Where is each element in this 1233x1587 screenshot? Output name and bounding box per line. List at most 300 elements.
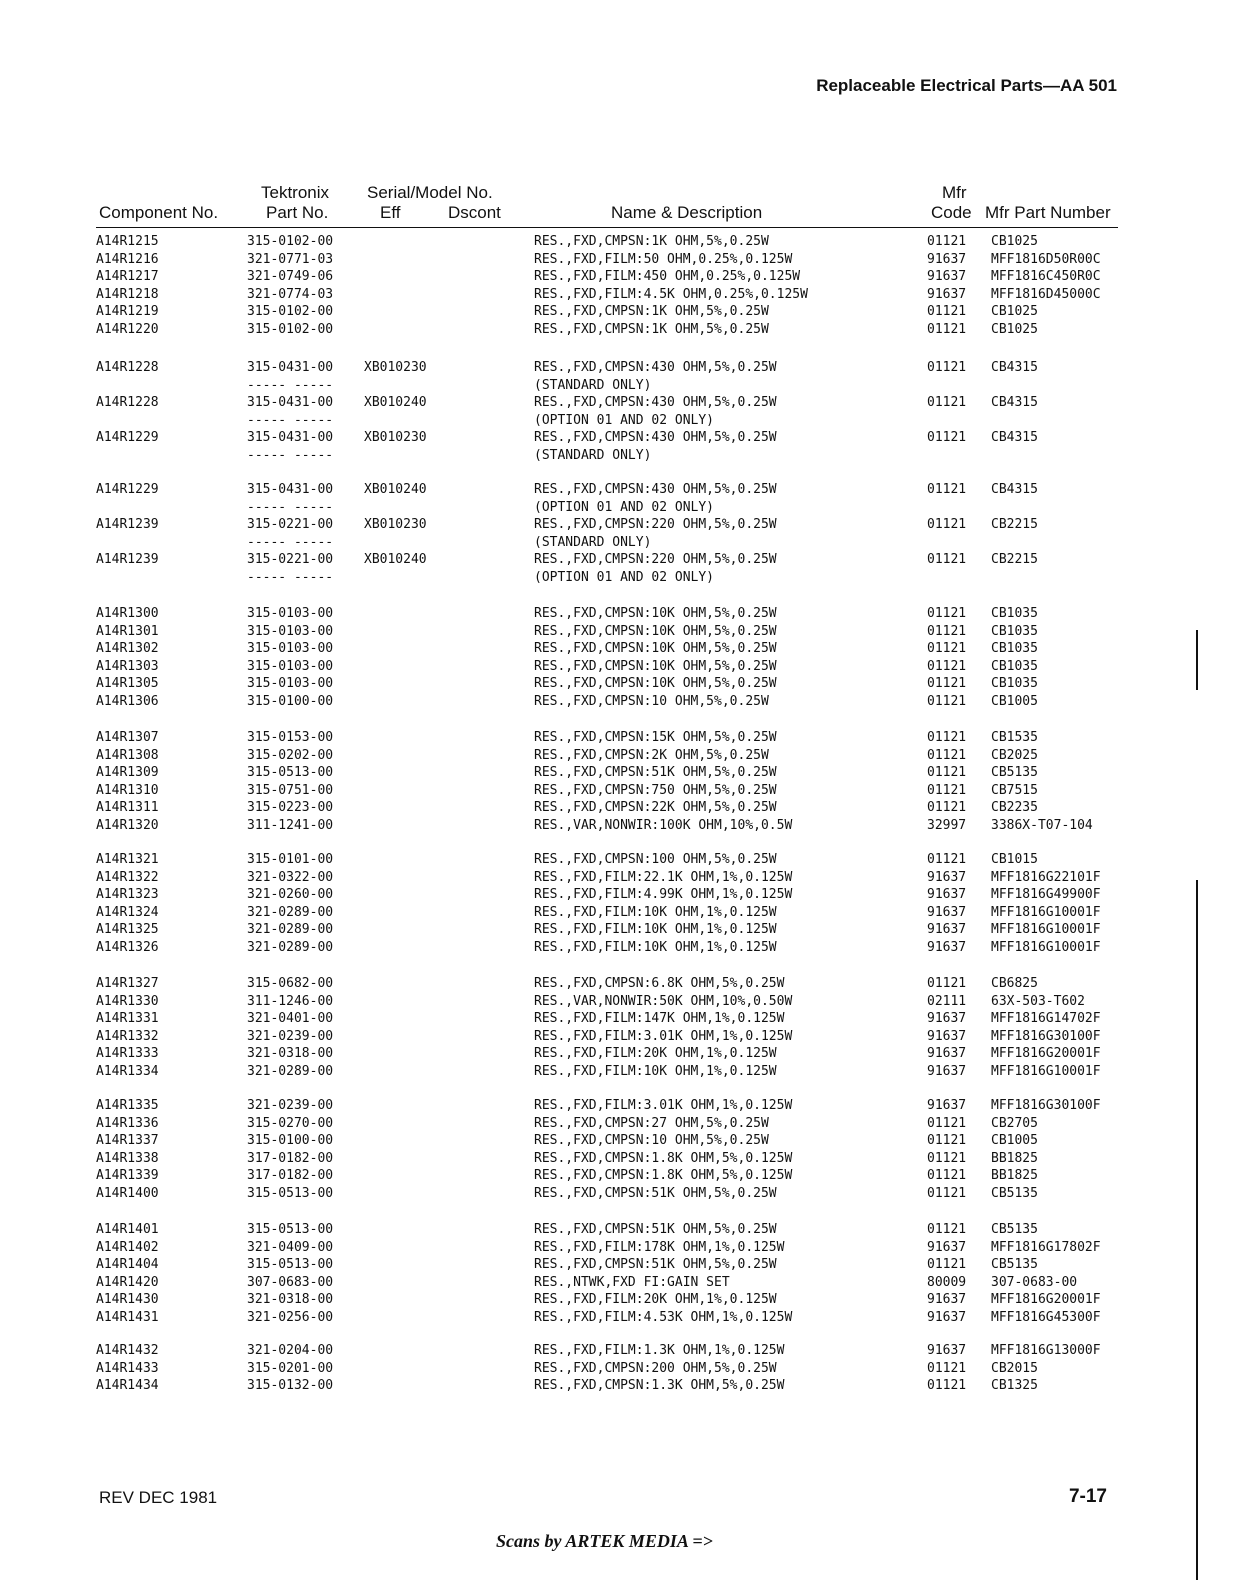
mfr-part-number: CB1025 <box>991 304 1038 320</box>
mfr-part-number: MFF1816G14702F <box>991 1011 1101 1027</box>
description: RES.,FXD,CMPSN:220 OHM,5%,0.25W <box>534 552 777 568</box>
mfr-code: 01121 <box>927 552 967 568</box>
description: RES.,FXD,CMPSN:10K OHM,5%,0.25W <box>534 623 777 639</box>
part-number: ----- ----- <box>247 412 334 428</box>
description: RES.,FXD,CMPSN:1.3K OHM,5%,0.25W <box>534 1378 785 1394</box>
mfr-part-number: CB1025 <box>991 321 1038 337</box>
description: RES.,FXD,CMPSN:15K OHM,5%,0.25W <box>534 730 777 745</box>
table-row <box>0 869 1233 887</box>
table-row <box>0 1309 1233 1327</box>
mfr-part-number: CB2235 <box>991 800 1038 816</box>
mfr-part-number: MFF1816G30100F <box>991 1098 1101 1113</box>
part-number: 315-0431-00 <box>247 482 334 497</box>
table-row <box>0 747 1233 765</box>
mfr-part-number: CB1035 <box>991 676 1038 692</box>
mfr-code: 01121 <box>927 395 967 411</box>
component-number: A14R1239 <box>96 517 159 533</box>
component-number: A14R1430 <box>96 1292 159 1308</box>
mfr-code: 01121 <box>927 641 967 657</box>
part-number: 315-0221-00 <box>247 552 334 568</box>
component-number: A14R1334 <box>96 1063 159 1079</box>
mfr-part-number: CB2015 <box>991 1360 1038 1376</box>
mfr-code: 01121 <box>927 606 967 621</box>
serial-eff: XB010230 <box>364 430 427 446</box>
component-number: A14R1301 <box>96 623 159 639</box>
parts-group <box>0 481 1233 587</box>
part-number: 315-0102-00 <box>247 234 334 249</box>
part-number: 315-0221-00 <box>247 517 334 533</box>
table-row <box>0 481 1233 499</box>
description: RES.,FXD,CMPSN:10K OHM,5%,0.25W <box>534 676 777 692</box>
mfr-code: 91637 <box>927 269 967 285</box>
component-number: A14R1311 <box>96 800 159 816</box>
mfr-part-number: CB4315 <box>991 482 1038 497</box>
component-number: A14R1327 <box>96 976 159 991</box>
table-row <box>0 1291 1233 1309</box>
table-row <box>0 1274 1233 1292</box>
part-number: 315-0513-00 <box>247 1222 334 1237</box>
mfr-part-number: MFF1816G20001F <box>991 1046 1101 1062</box>
table-row <box>0 1256 1233 1274</box>
part-number: 321-0774-03 <box>247 286 334 302</box>
description: RES.,FXD,FILM:22.1K OHM,1%,0.125W <box>534 869 793 885</box>
table-row <box>0 640 1233 658</box>
description: RES.,FXD,CMPSN:10 OHM,5%,0.25W <box>534 1133 769 1149</box>
mfr-code: 91637 <box>927 904 967 920</box>
description: RES.,FXD,CMPSN:1K OHM,5%,0.25W <box>534 304 769 320</box>
part-number: 321-0204-00 <box>247 1343 334 1358</box>
part-number: 315-0513-00 <box>247 765 334 781</box>
mfr-part-number: MFF1816G17802F <box>991 1239 1101 1255</box>
component-number: A14R1325 <box>96 922 159 938</box>
description: RES.,FXD,FILM:3.01K OHM,1%,0.125W <box>534 1028 793 1044</box>
mfr-part-number: CB1325 <box>991 1378 1038 1394</box>
mfr-part-number: CB7515 <box>991 782 1038 798</box>
col-tek-line1: Tektronix <box>261 183 330 202</box>
component-number: A14R1337 <box>96 1133 159 1149</box>
component-number: A14R1308 <box>96 747 159 763</box>
description: RES.,FXD,CMPSN:750 OHM,5%,0.25W <box>534 782 777 798</box>
mfr-part-number: CB1535 <box>991 730 1038 745</box>
table-row <box>0 782 1233 800</box>
table-row <box>0 1010 1233 1028</box>
component-number: A14R1215 <box>96 234 159 249</box>
description: RES.,FXD,CMPSN:51K OHM,5%,0.25W <box>534 765 777 781</box>
mfr-code: 91637 <box>927 286 967 302</box>
part-number: 307-0683-00 <box>247 1274 334 1290</box>
description: RES.,FXD,FILM:4.99K OHM,1%,0.125W <box>534 887 793 903</box>
part-number: 321-0239-00 <box>247 1098 334 1113</box>
col-mfr-part-number: Mfr Part Number <box>985 203 1111 222</box>
part-number: 321-0256-00 <box>247 1309 334 1325</box>
description: (STANDARD ONLY) <box>534 377 652 393</box>
parts-group <box>0 605 1233 711</box>
parts-group <box>0 729 1233 835</box>
table-row <box>0 359 1233 377</box>
part-number: 315-0103-00 <box>247 623 334 639</box>
description: RES.,VAR,NONWIR:100K OHM,10%,0.5W <box>534 817 793 833</box>
component-number: A14R1420 <box>96 1274 159 1290</box>
part-number: 315-0682-00 <box>247 976 334 991</box>
mfr-part-number: MFF1816G49900F <box>991 887 1101 903</box>
mfr-part-number: CB2215 <box>991 552 1038 568</box>
description: RES.,FXD,FILM:10K OHM,1%,0.125W <box>534 922 777 938</box>
component-number: A14R1324 <box>96 904 159 920</box>
part-number: ----- ----- <box>247 534 334 550</box>
component-number: A14R1404 <box>96 1257 159 1273</box>
table-row <box>0 993 1233 1011</box>
description: RES.,FXD,CMPSN:22K OHM,5%,0.25W <box>534 800 777 816</box>
table-row <box>0 394 1233 412</box>
description: RES.,FXD,CMPSN:10K OHM,5%,0.25W <box>534 606 777 621</box>
mfr-part-number: MFF1816G20001F <box>991 1292 1101 1308</box>
component-number: A14R1300 <box>96 606 159 621</box>
mfr-code: 91637 <box>927 1292 967 1308</box>
description: RES.,FXD,CMPSN:430 OHM,5%,0.25W <box>534 360 777 375</box>
table-row <box>0 303 1233 321</box>
mfr-part-number: CB4315 <box>991 360 1038 375</box>
table-row <box>0 1028 1233 1046</box>
table-row <box>0 286 1233 304</box>
parts-group <box>0 1097 1233 1203</box>
mfr-code: 01121 <box>927 234 967 249</box>
mfr-part-number: CB5135 <box>991 1222 1038 1237</box>
description: RES.,FXD,FILM:20K OHM,1%,0.125W <box>534 1046 777 1062</box>
component-number: A14R1336 <box>96 1115 159 1131</box>
description: (OPTION 01 AND 02 ONLY) <box>534 499 715 515</box>
parts-group <box>0 975 1233 1081</box>
scan-credit: Scans by ARTEK MEDIA => <box>496 1531 713 1551</box>
mfr-code: 01121 <box>927 1222 967 1237</box>
description: (STANDARD ONLY) <box>534 447 652 463</box>
description: RES.,FXD,CMPSN:51K OHM,5%,0.25W <box>534 1185 777 1201</box>
part-number: 321-0289-00 <box>247 904 334 920</box>
mfr-code: 01121 <box>927 730 967 745</box>
part-number: 315-0431-00 <box>247 360 334 375</box>
mfr-code: 01121 <box>927 517 967 533</box>
description: RES.,FXD,FILM:10K OHM,1%,0.125W <box>534 904 777 920</box>
component-number: A14R1305 <box>96 676 159 692</box>
mfr-code: 01121 <box>927 693 967 709</box>
table-row <box>0 268 1233 286</box>
component-number: A14R1432 <box>96 1343 159 1358</box>
part-number: 315-0431-00 <box>247 430 334 446</box>
description: RES.,FXD,CMPSN:1.8K OHM,5%,0.125W <box>534 1168 793 1184</box>
table-row <box>0 817 1233 835</box>
description: RES.,FXD,CMPSN:27 OHM,5%,0.25W <box>534 1115 769 1131</box>
table-row <box>0 693 1233 711</box>
component-number: A14R1331 <box>96 1011 159 1027</box>
mfr-code: 01121 <box>927 976 967 991</box>
table-row <box>0 975 1233 993</box>
table-row <box>0 1115 1233 1133</box>
table-row <box>0 1239 1233 1257</box>
part-number: 315-0202-00 <box>247 747 334 763</box>
table-row <box>0 921 1233 939</box>
part-number: ----- ----- <box>247 499 334 515</box>
mfr-code: 01121 <box>927 1133 967 1149</box>
part-number: 315-0103-00 <box>247 641 334 657</box>
table-row <box>0 377 1233 395</box>
component-number: A14R1229 <box>96 482 159 497</box>
part-number: 321-0239-00 <box>247 1028 334 1044</box>
serial-eff: XB010240 <box>364 395 427 411</box>
component-number: A14R1338 <box>96 1150 159 1166</box>
mfr-part-number: MFF1816G10001F <box>991 922 1101 938</box>
component-number: A14R1321 <box>96 852 159 867</box>
component-number: A14R1310 <box>96 782 159 798</box>
component-number: A14R1302 <box>96 641 159 657</box>
description: RES.,FXD,FILM:4.5K OHM,0.25%,0.125W <box>534 286 808 302</box>
part-number: 321-0322-00 <box>247 869 334 885</box>
description: RES.,FXD,CMPSN:200 OHM,5%,0.25W <box>534 1360 777 1376</box>
mfr-code: 01121 <box>927 321 967 337</box>
mfr-code: 01121 <box>927 1150 967 1166</box>
mfr-code: 01121 <box>927 1257 967 1273</box>
part-number: 321-0260-00 <box>247 887 334 903</box>
mfr-part-number: CB5135 <box>991 1185 1038 1201</box>
part-number: 317-0182-00 <box>247 1168 334 1184</box>
table-row <box>0 551 1233 569</box>
page-header-title: Replaceable Electrical Parts—AA 501 <box>816 76 1117 95</box>
mfr-code: 01121 <box>927 852 967 867</box>
table-row <box>0 516 1233 534</box>
component-number: A14R1306 <box>96 693 159 709</box>
part-number: 321-0318-00 <box>247 1046 334 1062</box>
description: RES.,FXD,FILM:10K OHM,1%,0.125W <box>534 1063 777 1079</box>
part-number: 311-1241-00 <box>247 817 334 833</box>
part-number: 315-0103-00 <box>247 658 334 674</box>
mfr-code: 01121 <box>927 676 967 692</box>
part-number: 315-0132-00 <box>247 1378 334 1394</box>
revision-date: REV DEC 1981 <box>99 1488 218 1507</box>
part-number: 311-1246-00 <box>247 993 334 1009</box>
mfr-part-number: MFF1816G13000F <box>991 1343 1101 1358</box>
part-number: 321-0771-03 <box>247 251 334 267</box>
description: RES.,FXD,CMPSN:10 OHM,5%,0.25W <box>534 693 769 709</box>
table-row <box>0 1150 1233 1168</box>
component-number: A14R1307 <box>96 730 159 745</box>
component-number: A14R1228 <box>96 395 159 411</box>
component-number: A14R1400 <box>96 1185 159 1201</box>
part-number: 321-0289-00 <box>247 939 334 955</box>
description: RES.,FXD,CMPSN:430 OHM,5%,0.25W <box>534 395 777 411</box>
component-number: A14R1309 <box>96 765 159 781</box>
part-number: 315-0103-00 <box>247 676 334 692</box>
description: RES.,FXD,CMPSN:430 OHM,5%,0.25W <box>534 430 777 446</box>
table-row <box>0 1097 1233 1115</box>
mfr-code: 01121 <box>927 782 967 798</box>
table-row <box>0 1360 1233 1378</box>
mfr-code: 01121 <box>927 747 967 763</box>
table-row <box>0 1221 1233 1239</box>
part-number: 315-0513-00 <box>247 1257 334 1273</box>
mfr-part-number: MFF1816D45000C <box>991 286 1101 302</box>
mfr-part-number: CB1005 <box>991 1133 1038 1149</box>
description: RES.,FXD,FILM:20K OHM,1%,0.125W <box>534 1292 777 1308</box>
mfr-code: 01121 <box>927 658 967 674</box>
description: RES.,FXD,FILM:178K OHM,1%,0.125W <box>534 1239 785 1255</box>
table-row <box>0 499 1233 517</box>
mfr-code: 91637 <box>927 922 967 938</box>
component-number: A14R1218 <box>96 286 159 302</box>
description: RES.,FXD,FILM:3.01K OHM,1%,0.125W <box>534 1098 793 1113</box>
mfr-part-number: CB6825 <box>991 976 1038 991</box>
part-number: 315-0101-00 <box>247 852 334 867</box>
mfr-code: 01121 <box>927 360 967 375</box>
mfr-code: 01121 <box>927 304 967 320</box>
component-number: A14R1219 <box>96 304 159 320</box>
table-row <box>0 904 1233 922</box>
table-row <box>0 534 1233 552</box>
table-row <box>0 1377 1233 1395</box>
component-number: A14R1433 <box>96 1360 159 1376</box>
component-number: A14R1330 <box>96 993 159 1009</box>
parts-group <box>0 851 1233 957</box>
description: RES.,FXD,CMPSN:430 OHM,5%,0.25W <box>534 482 777 497</box>
component-number: A14R1326 <box>96 939 159 955</box>
table-row <box>0 569 1233 587</box>
mfr-part-number: BB1825 <box>991 1150 1038 1166</box>
description: RES.,FXD,CMPSN:6.8K OHM,5%,0.25W <box>534 976 785 991</box>
part-number: 315-0270-00 <box>247 1115 334 1131</box>
component-number: A14R1303 <box>96 658 159 674</box>
description: RES.,FXD,FILM:1.3K OHM,1%,0.125W <box>534 1343 785 1358</box>
table-row <box>0 799 1233 817</box>
table-row <box>0 447 1233 465</box>
table-row <box>0 939 1233 957</box>
table-row <box>0 233 1233 251</box>
mfr-code: 01121 <box>927 1168 967 1184</box>
description: (OPTION 01 AND 02 ONLY) <box>534 412 715 428</box>
description: RES.,VAR,NONWIR:50K OHM,10%,0.50W <box>534 993 793 1009</box>
part-number: 321-0401-00 <box>247 1011 334 1027</box>
parts-group <box>0 359 1233 465</box>
part-number: 321-0289-00 <box>247 922 334 938</box>
mfr-code: 91637 <box>927 869 967 885</box>
mfr-code: 01121 <box>927 800 967 816</box>
part-number: 321-0318-00 <box>247 1292 334 1308</box>
table-row <box>0 623 1233 641</box>
mfr-code: 01121 <box>927 765 967 781</box>
mfr-code: 91637 <box>927 887 967 903</box>
mfr-part-number: MFF1816G10001F <box>991 939 1101 955</box>
mfr-code: 80009 <box>927 1274 967 1290</box>
mfr-code: 91637 <box>927 1011 967 1027</box>
col-tek-line2: Part No. <box>266 203 329 222</box>
description: RES.,FXD,FILM:450 OHM,0.25%,0.125W <box>534 269 801 285</box>
table-row <box>0 886 1233 904</box>
part-number: ----- ----- <box>247 569 334 585</box>
component-number: A14R1401 <box>96 1222 159 1237</box>
description: RES.,FXD,FILM:10K OHM,1%,0.125W <box>534 939 777 955</box>
description: RES.,NTWK,FXD FI:GAIN SET <box>534 1274 730 1290</box>
table-row <box>0 1045 1233 1063</box>
description: RES.,FXD,CMPSN:51K OHM,5%,0.25W <box>534 1222 777 1237</box>
scan-edge-line <box>1196 880 1198 1580</box>
mfr-part-number: CB1025 <box>991 234 1038 249</box>
description: (OPTION 01 AND 02 ONLY) <box>534 569 715 585</box>
component-number: A14R1431 <box>96 1309 159 1325</box>
part-number: 321-0749-06 <box>247 269 334 285</box>
component-number: A14R1335 <box>96 1098 159 1113</box>
table-row <box>0 321 1233 339</box>
mfr-part-number: 307-0683-00 <box>991 1274 1078 1290</box>
mfr-part-number: MFF1816C450R0C <box>991 269 1101 285</box>
mfr-code: 91637 <box>927 939 967 955</box>
col-dscont: Dscont <box>448 203 501 222</box>
mfr-code: 01121 <box>927 482 967 497</box>
mfr-code: 91637 <box>927 1239 967 1255</box>
component-number: A14R1323 <box>96 887 159 903</box>
component-number: A14R1322 <box>96 869 159 885</box>
component-number: A14R1332 <box>96 1028 159 1044</box>
mfr-part-number: 63X-503-T602 <box>991 993 1085 1009</box>
component-number: A14R1228 <box>96 360 159 375</box>
table-row <box>0 1167 1233 1185</box>
table-row <box>0 1185 1233 1203</box>
part-number: 315-0102-00 <box>247 321 334 337</box>
part-number: 315-0223-00 <box>247 800 334 816</box>
mfr-code: 91637 <box>927 251 967 267</box>
description: RES.,FXD,FILM:147K OHM,1%,0.125W <box>534 1011 785 1027</box>
table-row <box>0 764 1233 782</box>
description: (STANDARD ONLY) <box>534 534 652 550</box>
mfr-code: 91637 <box>927 1098 967 1113</box>
part-number: 315-0103-00 <box>247 606 334 621</box>
mfr-part-number: 3386X-T07-104 <box>991 817 1093 833</box>
table-row <box>0 658 1233 676</box>
table-row <box>0 1132 1233 1150</box>
mfr-part-number: CB2705 <box>991 1115 1038 1131</box>
mfr-code: 02111 <box>927 993 967 1009</box>
page-number: 7-17 <box>1068 1486 1107 1507</box>
description: RES.,FXD,CMPSN:220 OHM,5%,0.25W <box>534 517 777 533</box>
part-number: 315-0431-00 <box>247 395 334 411</box>
mfr-part-number: CB2025 <box>991 747 1038 763</box>
part-number: 315-0100-00 <box>247 693 334 709</box>
description: RES.,FXD,FILM:50 OHM,0.25%,0.125W <box>534 251 793 267</box>
parts-group <box>0 1342 1233 1395</box>
part-number: 315-0751-00 <box>247 782 334 798</box>
component-number: A14R1216 <box>96 251 159 267</box>
mfr-code: 01121 <box>927 1185 967 1201</box>
col-mfr-line1: Mfr <box>942 183 967 202</box>
component-number: A14R1220 <box>96 321 159 337</box>
description: RES.,FXD,CMPSN:1K OHM,5%,0.25W <box>534 321 769 337</box>
table-row <box>0 605 1233 623</box>
mfr-code: 01121 <box>927 1115 967 1131</box>
col-component: Component No. <box>99 203 219 222</box>
component-number: A14R1402 <box>96 1239 159 1255</box>
serial-eff: XB010240 <box>364 552 427 568</box>
mfr-part-number: CB5135 <box>991 1257 1038 1273</box>
mfr-code: 91637 <box>927 1343 967 1358</box>
mfr-part-number: MFF1816G10001F <box>991 1063 1101 1079</box>
part-number: ----- ----- <box>247 377 334 393</box>
serial-eff: XB010240 <box>364 482 427 497</box>
part-number: 317-0182-00 <box>247 1150 334 1166</box>
mfr-code: 91637 <box>927 1028 967 1044</box>
col-serial-line1: Serial/Model No. <box>367 183 493 202</box>
mfr-part-number: CB1035 <box>991 606 1038 621</box>
component-number: A14R1320 <box>96 817 159 833</box>
serial-eff: XB010230 <box>364 517 427 533</box>
mfr-code: 91637 <box>927 1309 967 1325</box>
mfr-part-number: MFF1816G30100F <box>991 1028 1101 1044</box>
table-row <box>0 851 1233 869</box>
mfr-code: 01121 <box>927 430 967 446</box>
